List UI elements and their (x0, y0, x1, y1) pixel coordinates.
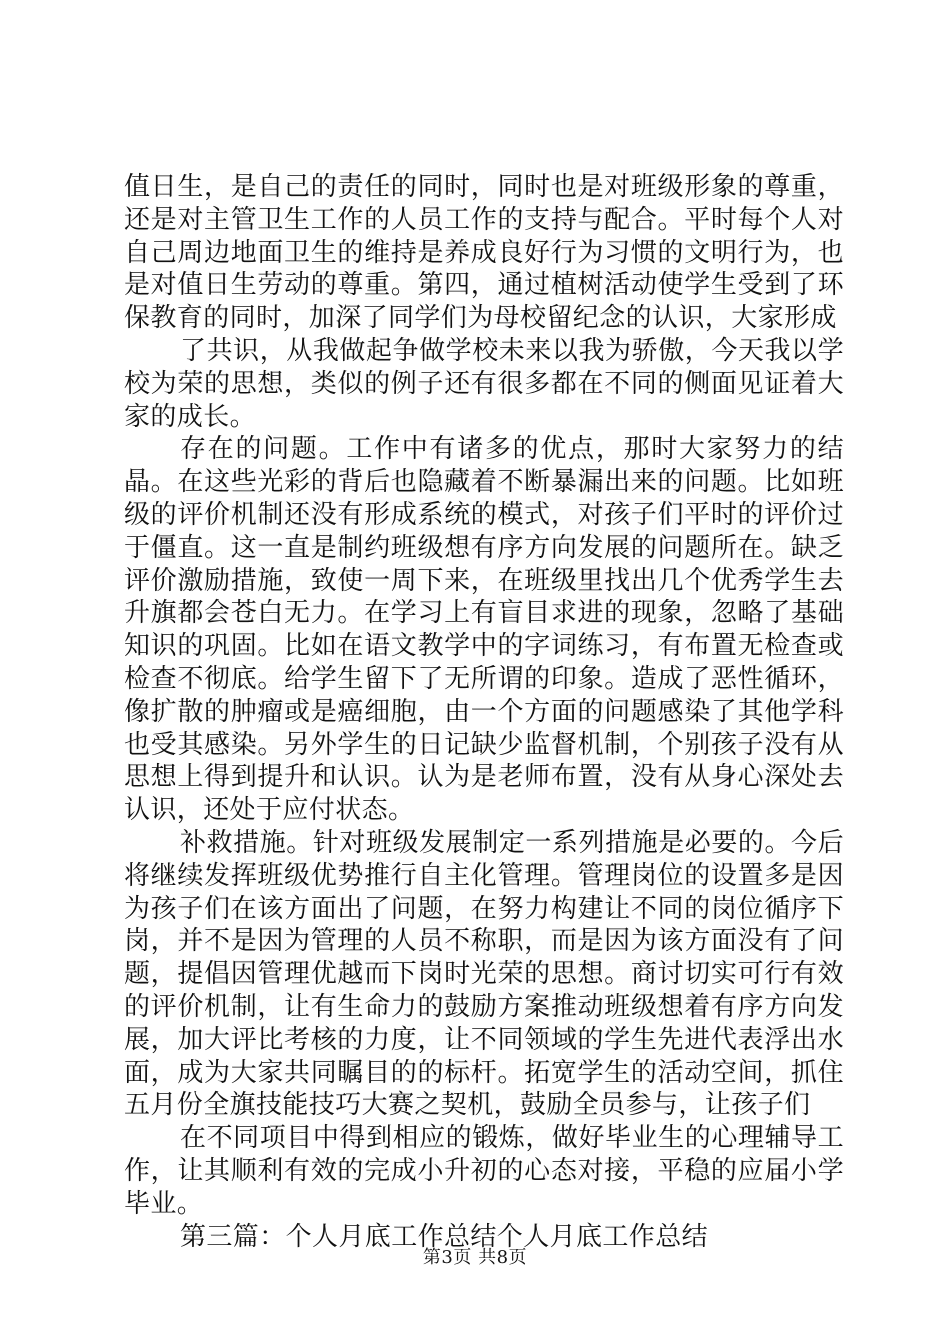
page-number-footer: 第3页 共8页 (422, 1247, 528, 1268)
paragraph-2: 了共识，从我做起争做学校未来以我为骄傲，今天我以学校为荣的思想，类似的例子还有很多都在不同的侧面见证着大家的成长。 (124, 335, 844, 432)
paragraph-1: 值日生，是自己的责任的同时，同时也是对班级形象的尊重，还是对主管卫生工作的人员工作的支持与配合。平时每个人对自己周边地面卫生的维持是养成良好行为习惯的文明行为，也是对值日生劳动的尊重。第四，通过植树活动使学生受到了环保教育的同时，加深了同学们为母校留纪念的认识，大家形成 (124, 172, 844, 334)
document-body (124, 171, 844, 1253)
paragraph-3: 存在的问题。工作中有诸多的优点，那时大家努力的结晶。在这些光彩的背后也隐藏着不断暴漏出来的问题。比如班级的评价机制还没有形成系统的模式，对孩子们平时的评价过于僵直。这一直是制约班级想有序方向发展的问题所在。缺乏评价激励措施，致使一周下来，在班级里找出几个优秀学生去升旗都会苍白无力。在学习上有盲目求进的现象，忽略了基础知识的巩固。比如在语文教学中的字词练习，有布置无检查或检查不彻底。给学生留下了无所谓的印象。造成了恶性循环，像扩散的肿瘤或是癌细胞，由一个方面的问题感染了其他学科也受其感染。另外学生的日记缺少监督机制，个别孩子没有从思想上得到提升和认识。认为是老师布置，没有从身心深处去认识，还处于应付状态。 (124, 434, 844, 826)
paragraph-5: 在不同项目中得到相应的锻炼，做好毕业生的心理辅导工作，让其顺利有效的完成小升初的心态对接，平稳的应届小学毕业。 (124, 1123, 844, 1219)
paragraph-4: 补救措施。针对班级发展制定一系列措施是必要的。今后将继续发挥班级优势推行自主化管理。管理岗位的设置多是因为孩子们在该方面出了问题，在努力构建让不同的岗位循序下岗，并不是因为管理的人员不称职，而是因为该方面没有了问题，提倡因管理优越而下岗时光荣的思想。商讨切实可行有效的评价机制，让有生命力的鼓励方案推动班级想着有序方向发展，加大评比考核的力度，让不同领域的学生先进代表浮出水面，成为大家共同瞩目的的标杆。拓宽学生的活动空间，抓住五月份全旗技能技巧大赛之契机，鼓励全员参与，让孩子们 (124, 827, 844, 1121)
section-heading: 第三篇：个人月底工作总结个人月底工作总结 (180, 1221, 709, 1252)
